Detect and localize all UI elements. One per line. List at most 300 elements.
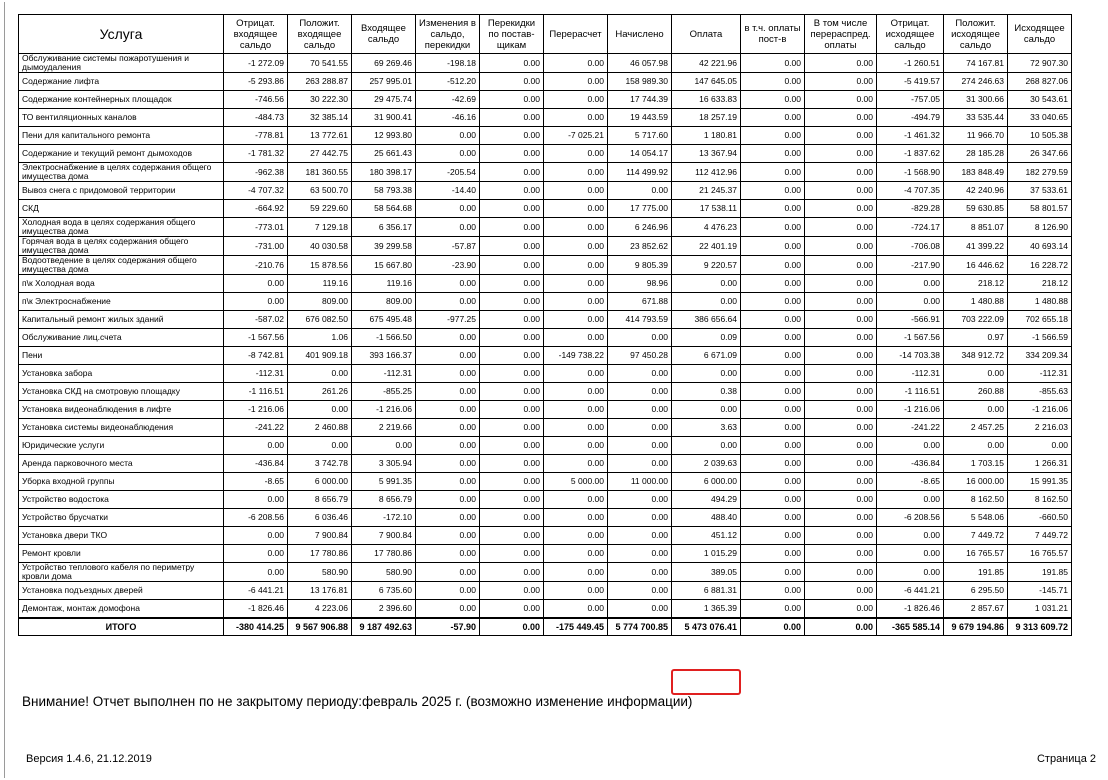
amount-cell: 5 548.06 bbox=[944, 509, 1008, 527]
total-cell: 9 679 194.86 bbox=[944, 618, 1008, 636]
table-row bbox=[19, 311, 1072, 329]
amount-cell: 0.00 bbox=[741, 455, 805, 473]
amount-cell: 0.00 bbox=[352, 437, 416, 455]
service-name-cell: Содержание лифта bbox=[19, 73, 224, 91]
table-row bbox=[19, 473, 1072, 491]
amount-cell: 72 907.30 bbox=[1008, 54, 1072, 73]
amount-cell: -145.71 bbox=[1008, 582, 1072, 600]
amount-cell: 58 801.57 bbox=[1008, 200, 1072, 218]
service-name-cell: Устройство теплового кабеля по периметру кровли дома bbox=[19, 563, 224, 582]
report-body bbox=[19, 54, 1072, 619]
amount-cell: 0.00 bbox=[416, 293, 480, 311]
amount-cell: 0.00 bbox=[877, 527, 944, 545]
amount-cell: 6 881.31 bbox=[672, 582, 741, 600]
amount-cell: -112.31 bbox=[1008, 365, 1072, 383]
amount-cell: 3 742.78 bbox=[288, 455, 352, 473]
amount-cell: 8 851.07 bbox=[944, 218, 1008, 237]
amount-cell: 0.00 bbox=[480, 163, 544, 182]
amount-cell: 1 266.31 bbox=[1008, 455, 1072, 473]
amount-cell: 334 209.34 bbox=[1008, 347, 1072, 365]
amount-cell: 260.88 bbox=[944, 383, 1008, 401]
amount-cell: 0.00 bbox=[741, 127, 805, 145]
service-name-cell: Обслуживание лиц.счета bbox=[19, 329, 224, 347]
amount-cell: 4 223.06 bbox=[288, 600, 352, 619]
amount-cell: 0.00 bbox=[741, 545, 805, 563]
warning-text: Внимание! Отчет выполнен по не закрытому периоду:февраль 2025 г. (возможно изменение информации) bbox=[22, 694, 693, 709]
total-cell: 0.00 bbox=[741, 618, 805, 636]
amount-cell: 0.09 bbox=[672, 329, 741, 347]
amount-cell: 218.12 bbox=[1008, 275, 1072, 293]
table-row bbox=[19, 73, 1072, 91]
amount-cell: 0.00 bbox=[480, 491, 544, 509]
amount-cell: 0.00 bbox=[608, 600, 672, 619]
amount-cell: 1 480.88 bbox=[1008, 293, 1072, 311]
amount-cell: 5 000.00 bbox=[544, 473, 608, 491]
amount-cell: 0.00 bbox=[544, 437, 608, 455]
table-row bbox=[19, 182, 1072, 200]
amount-cell: 0.00 bbox=[741, 509, 805, 527]
amount-cell: 191.85 bbox=[944, 563, 1008, 582]
amount-cell: -1 826.46 bbox=[877, 600, 944, 619]
amount-cell: 3 305.94 bbox=[352, 455, 416, 473]
amount-cell: 0.00 bbox=[416, 145, 480, 163]
column-header: Отрицат. входящее сальдо bbox=[224, 15, 288, 54]
amount-cell: 6 295.50 bbox=[944, 582, 1008, 600]
amount-cell: 16 765.57 bbox=[944, 545, 1008, 563]
amount-cell: 0.00 bbox=[877, 491, 944, 509]
amount-cell: -1 781.32 bbox=[224, 145, 288, 163]
amount-cell: 218.12 bbox=[944, 275, 1008, 293]
table-row bbox=[19, 582, 1072, 600]
amount-cell: 809.00 bbox=[352, 293, 416, 311]
amount-cell: 451.12 bbox=[672, 527, 741, 545]
amount-cell: 0.00 bbox=[544, 73, 608, 91]
report-header bbox=[19, 15, 1072, 54]
amount-cell: 63 500.70 bbox=[288, 182, 352, 200]
amount-cell: 809.00 bbox=[288, 293, 352, 311]
amount-cell: 0.00 bbox=[416, 473, 480, 491]
amount-cell: 0.00 bbox=[480, 109, 544, 127]
service-name-cell: Устройство водостока bbox=[19, 491, 224, 509]
amount-cell: 0.00 bbox=[741, 145, 805, 163]
amount-cell: 0.00 bbox=[544, 455, 608, 473]
table-row bbox=[19, 275, 1072, 293]
amount-cell: 16 228.72 bbox=[1008, 256, 1072, 275]
service-name-cell: Содержание контейнерных площадок bbox=[19, 91, 224, 109]
amount-cell: -757.05 bbox=[877, 91, 944, 109]
amount-cell: -1 826.46 bbox=[224, 600, 288, 619]
amount-cell: 74 167.81 bbox=[944, 54, 1008, 73]
amount-cell: 0.00 bbox=[805, 256, 877, 275]
amount-cell: 0.00 bbox=[480, 311, 544, 329]
amount-cell: 0.00 bbox=[544, 54, 608, 73]
amount-cell: 0.00 bbox=[608, 563, 672, 582]
amount-cell: 1 031.21 bbox=[1008, 600, 1072, 619]
table-row bbox=[19, 545, 1072, 563]
amount-cell: 1 703.15 bbox=[944, 455, 1008, 473]
amount-cell: 0.00 bbox=[805, 527, 877, 545]
amount-cell: 0.00 bbox=[805, 127, 877, 145]
amount-cell: 0.00 bbox=[672, 275, 741, 293]
amount-cell: -57.87 bbox=[416, 237, 480, 256]
amount-cell: 0.00 bbox=[805, 437, 877, 455]
amount-cell: 0.00 bbox=[877, 545, 944, 563]
amount-cell: 17 744.39 bbox=[608, 91, 672, 109]
amount-cell: 26 347.66 bbox=[1008, 145, 1072, 163]
amount-cell: 33 040.65 bbox=[1008, 109, 1072, 127]
amount-cell: 0.00 bbox=[544, 275, 608, 293]
amount-cell: 257 995.01 bbox=[352, 73, 416, 91]
amount-cell: 676 082.50 bbox=[288, 311, 352, 329]
amount-cell: 0.00 bbox=[416, 419, 480, 437]
amount-cell: 0.00 bbox=[480, 419, 544, 437]
amount-cell: -1 216.06 bbox=[1008, 401, 1072, 419]
service-name-cell: Капитальный ремонт жилых зданий bbox=[19, 311, 224, 329]
table-row bbox=[19, 200, 1072, 218]
amount-cell: 0.00 bbox=[741, 311, 805, 329]
amount-cell: 0.00 bbox=[224, 275, 288, 293]
amount-cell: 0.00 bbox=[805, 365, 877, 383]
amount-cell: 0.00 bbox=[416, 347, 480, 365]
amount-cell: -1 567.56 bbox=[224, 329, 288, 347]
amount-cell: 348 912.72 bbox=[944, 347, 1008, 365]
amount-cell: 0.00 bbox=[480, 401, 544, 419]
amount-cell: -210.76 bbox=[224, 256, 288, 275]
amount-cell: 580.90 bbox=[352, 563, 416, 582]
amount-cell: 29 475.74 bbox=[352, 91, 416, 109]
amount-cell: 0.00 bbox=[741, 437, 805, 455]
amount-cell: 69 269.46 bbox=[352, 54, 416, 73]
amount-cell: 0.00 bbox=[741, 91, 805, 109]
table-row bbox=[19, 437, 1072, 455]
table-row bbox=[19, 293, 1072, 311]
amount-cell: 0.00 bbox=[741, 563, 805, 582]
amount-cell: -1 566.50 bbox=[352, 329, 416, 347]
amount-cell: 0.00 bbox=[805, 383, 877, 401]
amount-cell: 0.00 bbox=[805, 109, 877, 127]
amount-cell: 0.00 bbox=[741, 527, 805, 545]
amount-cell: -8 742.81 bbox=[224, 347, 288, 365]
amount-cell: 0.00 bbox=[741, 419, 805, 437]
column-header: Оплата bbox=[672, 15, 741, 54]
table-row bbox=[19, 419, 1072, 437]
amount-cell: 580.90 bbox=[288, 563, 352, 582]
amount-cell: 0.00 bbox=[544, 527, 608, 545]
amount-cell: 0.00 bbox=[480, 455, 544, 473]
amount-cell: 0.00 bbox=[877, 293, 944, 311]
amount-cell: 0.00 bbox=[480, 293, 544, 311]
amount-cell: 8 656.79 bbox=[288, 491, 352, 509]
amount-cell: 19 443.59 bbox=[608, 109, 672, 127]
amount-cell: 0.00 bbox=[805, 600, 877, 619]
amount-cell: 2 457.25 bbox=[944, 419, 1008, 437]
amount-cell: -855.63 bbox=[1008, 383, 1072, 401]
table-row bbox=[19, 329, 1072, 347]
amount-cell: 386 656.64 bbox=[672, 311, 741, 329]
amount-cell: 158 989.30 bbox=[608, 73, 672, 91]
table-row bbox=[19, 455, 1072, 473]
amount-cell: -664.92 bbox=[224, 200, 288, 218]
amount-cell: 17 780.86 bbox=[352, 545, 416, 563]
amount-cell: 0.00 bbox=[288, 437, 352, 455]
total-cell: 0.00 bbox=[805, 618, 877, 636]
amount-cell: 181 360.55 bbox=[288, 163, 352, 182]
table-row bbox=[19, 347, 1072, 365]
total-cell: 9 313 609.72 bbox=[1008, 618, 1072, 636]
amount-cell: 0.00 bbox=[416, 527, 480, 545]
amount-cell: 5 717.60 bbox=[608, 127, 672, 145]
total-label: ИТОГО bbox=[19, 618, 224, 636]
column-header: Исходящее сальдо bbox=[1008, 15, 1072, 54]
amount-cell: 16 765.57 bbox=[1008, 545, 1072, 563]
amount-cell: 14 054.17 bbox=[608, 145, 672, 163]
amount-cell: 17 538.11 bbox=[672, 200, 741, 218]
amount-cell: 7 449.72 bbox=[944, 527, 1008, 545]
service-name-cell: Установка забора bbox=[19, 365, 224, 383]
amount-cell: 0.00 bbox=[224, 527, 288, 545]
amount-cell: 0.00 bbox=[544, 311, 608, 329]
amount-cell: 671.88 bbox=[608, 293, 672, 311]
amount-cell: 0.00 bbox=[544, 256, 608, 275]
service-name-cell: Установка двери ТКО bbox=[19, 527, 224, 545]
amount-cell: 0.00 bbox=[288, 365, 352, 383]
amount-cell: 0.00 bbox=[544, 145, 608, 163]
amount-cell: 0.00 bbox=[416, 509, 480, 527]
amount-cell: 0.00 bbox=[944, 365, 1008, 383]
table-row bbox=[19, 218, 1072, 237]
amount-cell: 0.00 bbox=[672, 401, 741, 419]
amount-cell: 0.00 bbox=[544, 109, 608, 127]
amount-cell: 0.00 bbox=[544, 365, 608, 383]
amount-cell: 261.26 bbox=[288, 383, 352, 401]
service-name-cell: Обслуживание системы пожаротушения и дымоудаления bbox=[19, 54, 224, 73]
amount-cell: 17 775.00 bbox=[608, 200, 672, 218]
amount-cell: -46.16 bbox=[416, 109, 480, 127]
amount-cell: -14 703.38 bbox=[877, 347, 944, 365]
amount-cell: 28 185.28 bbox=[944, 145, 1008, 163]
amount-cell: 0.00 bbox=[805, 293, 877, 311]
report-total bbox=[19, 618, 1072, 636]
amount-cell: 393 166.37 bbox=[352, 347, 416, 365]
amount-cell: 22 401.19 bbox=[672, 237, 741, 256]
amount-cell: 0.00 bbox=[608, 545, 672, 563]
amount-cell: 17 780.86 bbox=[288, 545, 352, 563]
amount-cell: 40 030.58 bbox=[288, 237, 352, 256]
amount-cell: -23.90 bbox=[416, 256, 480, 275]
amount-cell: -217.90 bbox=[877, 256, 944, 275]
amount-cell: 0.00 bbox=[608, 365, 672, 383]
amount-cell: 0.00 bbox=[416, 582, 480, 600]
amount-cell: 0.00 bbox=[480, 509, 544, 527]
amount-cell: 0.00 bbox=[805, 509, 877, 527]
amount-cell: 0.00 bbox=[805, 73, 877, 91]
amount-cell: 0.00 bbox=[805, 218, 877, 237]
total-cell: -175 449.45 bbox=[544, 618, 608, 636]
amount-cell: 39 299.58 bbox=[352, 237, 416, 256]
amount-cell: -724.17 bbox=[877, 218, 944, 237]
amount-cell: 0.00 bbox=[805, 182, 877, 200]
amount-cell: -6 208.56 bbox=[224, 509, 288, 527]
amount-cell: -1 568.90 bbox=[877, 163, 944, 182]
amount-cell: 0.00 bbox=[224, 437, 288, 455]
amount-cell: 3.63 bbox=[672, 419, 741, 437]
amount-cell: 8 126.90 bbox=[1008, 218, 1072, 237]
amount-cell: -436.84 bbox=[224, 455, 288, 473]
amount-cell: 11 966.70 bbox=[944, 127, 1008, 145]
amount-cell: 0.00 bbox=[480, 600, 544, 619]
amount-cell: 0.00 bbox=[544, 237, 608, 256]
amount-cell: 15 991.35 bbox=[1008, 473, 1072, 491]
amount-cell: 58 564.68 bbox=[352, 200, 416, 218]
amount-cell: 0.00 bbox=[877, 437, 944, 455]
total-row bbox=[19, 618, 1072, 636]
amount-cell: -746.56 bbox=[224, 91, 288, 109]
amount-cell: 23 852.62 bbox=[608, 237, 672, 256]
table-row bbox=[19, 365, 1072, 383]
table-row bbox=[19, 401, 1072, 419]
amount-cell: 0.00 bbox=[416, 455, 480, 473]
column-header: В том числе перераспред. оплаты bbox=[805, 15, 877, 54]
amount-cell: 0.00 bbox=[608, 455, 672, 473]
service-name-cell: ТО вентиляционных каналов bbox=[19, 109, 224, 127]
column-header: Изменения в сальдо, перекидки bbox=[416, 15, 480, 54]
amount-cell: -1 216.06 bbox=[224, 401, 288, 419]
page-number: Страница 2 bbox=[1036, 753, 1096, 765]
amount-cell: 0.00 bbox=[416, 200, 480, 218]
amount-cell: 0.00 bbox=[805, 545, 877, 563]
amount-cell: 268 827.06 bbox=[1008, 73, 1072, 91]
amount-cell: 0.00 bbox=[944, 437, 1008, 455]
amount-cell: -5 419.57 bbox=[877, 73, 944, 91]
amount-cell: -962.38 bbox=[224, 163, 288, 182]
amount-cell: -172.10 bbox=[352, 509, 416, 527]
amount-cell: 31 300.66 bbox=[944, 91, 1008, 109]
version-label: Версия 1.4.6, 21.12.2019 bbox=[26, 753, 152, 765]
amount-cell: 180 398.17 bbox=[352, 163, 416, 182]
amount-cell: 401 909.18 bbox=[288, 347, 352, 365]
service-name-cell: Уборка входной группы bbox=[19, 473, 224, 491]
amount-cell: 6 735.60 bbox=[352, 582, 416, 600]
amount-cell: -241.22 bbox=[224, 419, 288, 437]
amount-cell: 8 162.50 bbox=[1008, 491, 1072, 509]
amount-cell: 0.00 bbox=[544, 600, 608, 619]
service-name-cell: Установка системы видеонаблюдения bbox=[19, 419, 224, 437]
amount-cell: 0.00 bbox=[416, 401, 480, 419]
amount-cell: 0.00 bbox=[741, 218, 805, 237]
amount-cell: 6 356.17 bbox=[352, 218, 416, 237]
amount-cell: 0.00 bbox=[608, 182, 672, 200]
payment-total-highlight bbox=[671, 669, 741, 695]
amount-cell: 27 442.75 bbox=[288, 145, 352, 163]
amount-cell: -855.25 bbox=[352, 383, 416, 401]
amount-cell: -1 216.06 bbox=[877, 401, 944, 419]
amount-cell: 0.00 bbox=[224, 545, 288, 563]
amount-cell: 0.00 bbox=[805, 401, 877, 419]
amount-cell: 0.00 bbox=[416, 491, 480, 509]
amount-cell: -1 837.62 bbox=[877, 145, 944, 163]
table-row bbox=[19, 163, 1072, 182]
amount-cell: 0.38 bbox=[672, 383, 741, 401]
amount-cell: 6 000.00 bbox=[288, 473, 352, 491]
amount-cell: -1 567.56 bbox=[877, 329, 944, 347]
amount-cell: -1 272.09 bbox=[224, 54, 288, 73]
column-header: Положит. исходящее сальдо bbox=[944, 15, 1008, 54]
amount-cell: 7 900.84 bbox=[288, 527, 352, 545]
amount-cell: 0.00 bbox=[741, 491, 805, 509]
table-row bbox=[19, 91, 1072, 109]
amount-cell: 0.00 bbox=[608, 509, 672, 527]
amount-cell: 0.00 bbox=[805, 491, 877, 509]
amount-cell: 0.00 bbox=[608, 491, 672, 509]
amount-cell: 0.00 bbox=[877, 563, 944, 582]
amount-cell: 70 541.55 bbox=[288, 54, 352, 73]
service-name-cell: Горячая вода в целях содержания общего имущества дома bbox=[19, 237, 224, 256]
amount-cell: -4 707.32 bbox=[224, 182, 288, 200]
amount-cell: 0.00 bbox=[741, 237, 805, 256]
amount-cell: 2 460.88 bbox=[288, 419, 352, 437]
amount-cell: 0.00 bbox=[805, 329, 877, 347]
amount-cell: -1 566.59 bbox=[1008, 329, 1072, 347]
amount-cell: 6 671.09 bbox=[672, 347, 741, 365]
amount-cell: 0.00 bbox=[544, 200, 608, 218]
amount-cell: 0.00 bbox=[480, 182, 544, 200]
amount-cell: 16 000.00 bbox=[944, 473, 1008, 491]
table-row bbox=[19, 54, 1072, 73]
column-header: в т.ч. оплаты пост-в bbox=[741, 15, 805, 54]
amount-cell: 0.00 bbox=[805, 145, 877, 163]
amount-cell: 0.00 bbox=[741, 109, 805, 127]
amount-cell: 0.00 bbox=[544, 293, 608, 311]
amount-cell: -731.00 bbox=[224, 237, 288, 256]
table-row bbox=[19, 563, 1072, 582]
service-name-cell: Пени для капитального ремонта bbox=[19, 127, 224, 145]
amount-cell: 0.00 bbox=[544, 329, 608, 347]
amount-cell: 10 505.38 bbox=[1008, 127, 1072, 145]
amount-cell: -977.25 bbox=[416, 311, 480, 329]
amount-cell: 1 365.39 bbox=[672, 600, 741, 619]
service-name-cell: СКД bbox=[19, 200, 224, 218]
amount-cell: 0.00 bbox=[480, 545, 544, 563]
amount-cell: 702 655.18 bbox=[1008, 311, 1072, 329]
amount-cell: 0.00 bbox=[480, 473, 544, 491]
amount-cell: 675 495.48 bbox=[352, 311, 416, 329]
amount-cell: 0.00 bbox=[805, 91, 877, 109]
amount-cell: 0.00 bbox=[805, 237, 877, 256]
amount-cell: 13 176.81 bbox=[288, 582, 352, 600]
amount-cell: 97 450.28 bbox=[608, 347, 672, 365]
amount-cell: 0.00 bbox=[416, 600, 480, 619]
amount-cell: 182 279.59 bbox=[1008, 163, 1072, 182]
amount-cell: 31 900.41 bbox=[352, 109, 416, 127]
amount-cell: -205.54 bbox=[416, 163, 480, 182]
amount-cell: 0.00 bbox=[544, 383, 608, 401]
amount-cell: -1 116.51 bbox=[877, 383, 944, 401]
amount-cell: -1 260.51 bbox=[877, 54, 944, 73]
amount-cell: 7 449.72 bbox=[1008, 527, 1072, 545]
amount-cell: 0.00 bbox=[480, 527, 544, 545]
amount-cell: 0.00 bbox=[480, 237, 544, 256]
amount-cell: 98.96 bbox=[608, 275, 672, 293]
amount-cell: -112.31 bbox=[877, 365, 944, 383]
service-name-cell: Юридические услуги bbox=[19, 437, 224, 455]
amount-cell: 389.05 bbox=[672, 563, 741, 582]
amount-cell: -4 707.35 bbox=[877, 182, 944, 200]
total-cell: 9 567 906.88 bbox=[288, 618, 352, 636]
amount-cell: 0.00 bbox=[544, 91, 608, 109]
amount-cell: -112.31 bbox=[352, 365, 416, 383]
amount-cell: 112 412.96 bbox=[672, 163, 741, 182]
amount-cell: 0.00 bbox=[480, 218, 544, 237]
